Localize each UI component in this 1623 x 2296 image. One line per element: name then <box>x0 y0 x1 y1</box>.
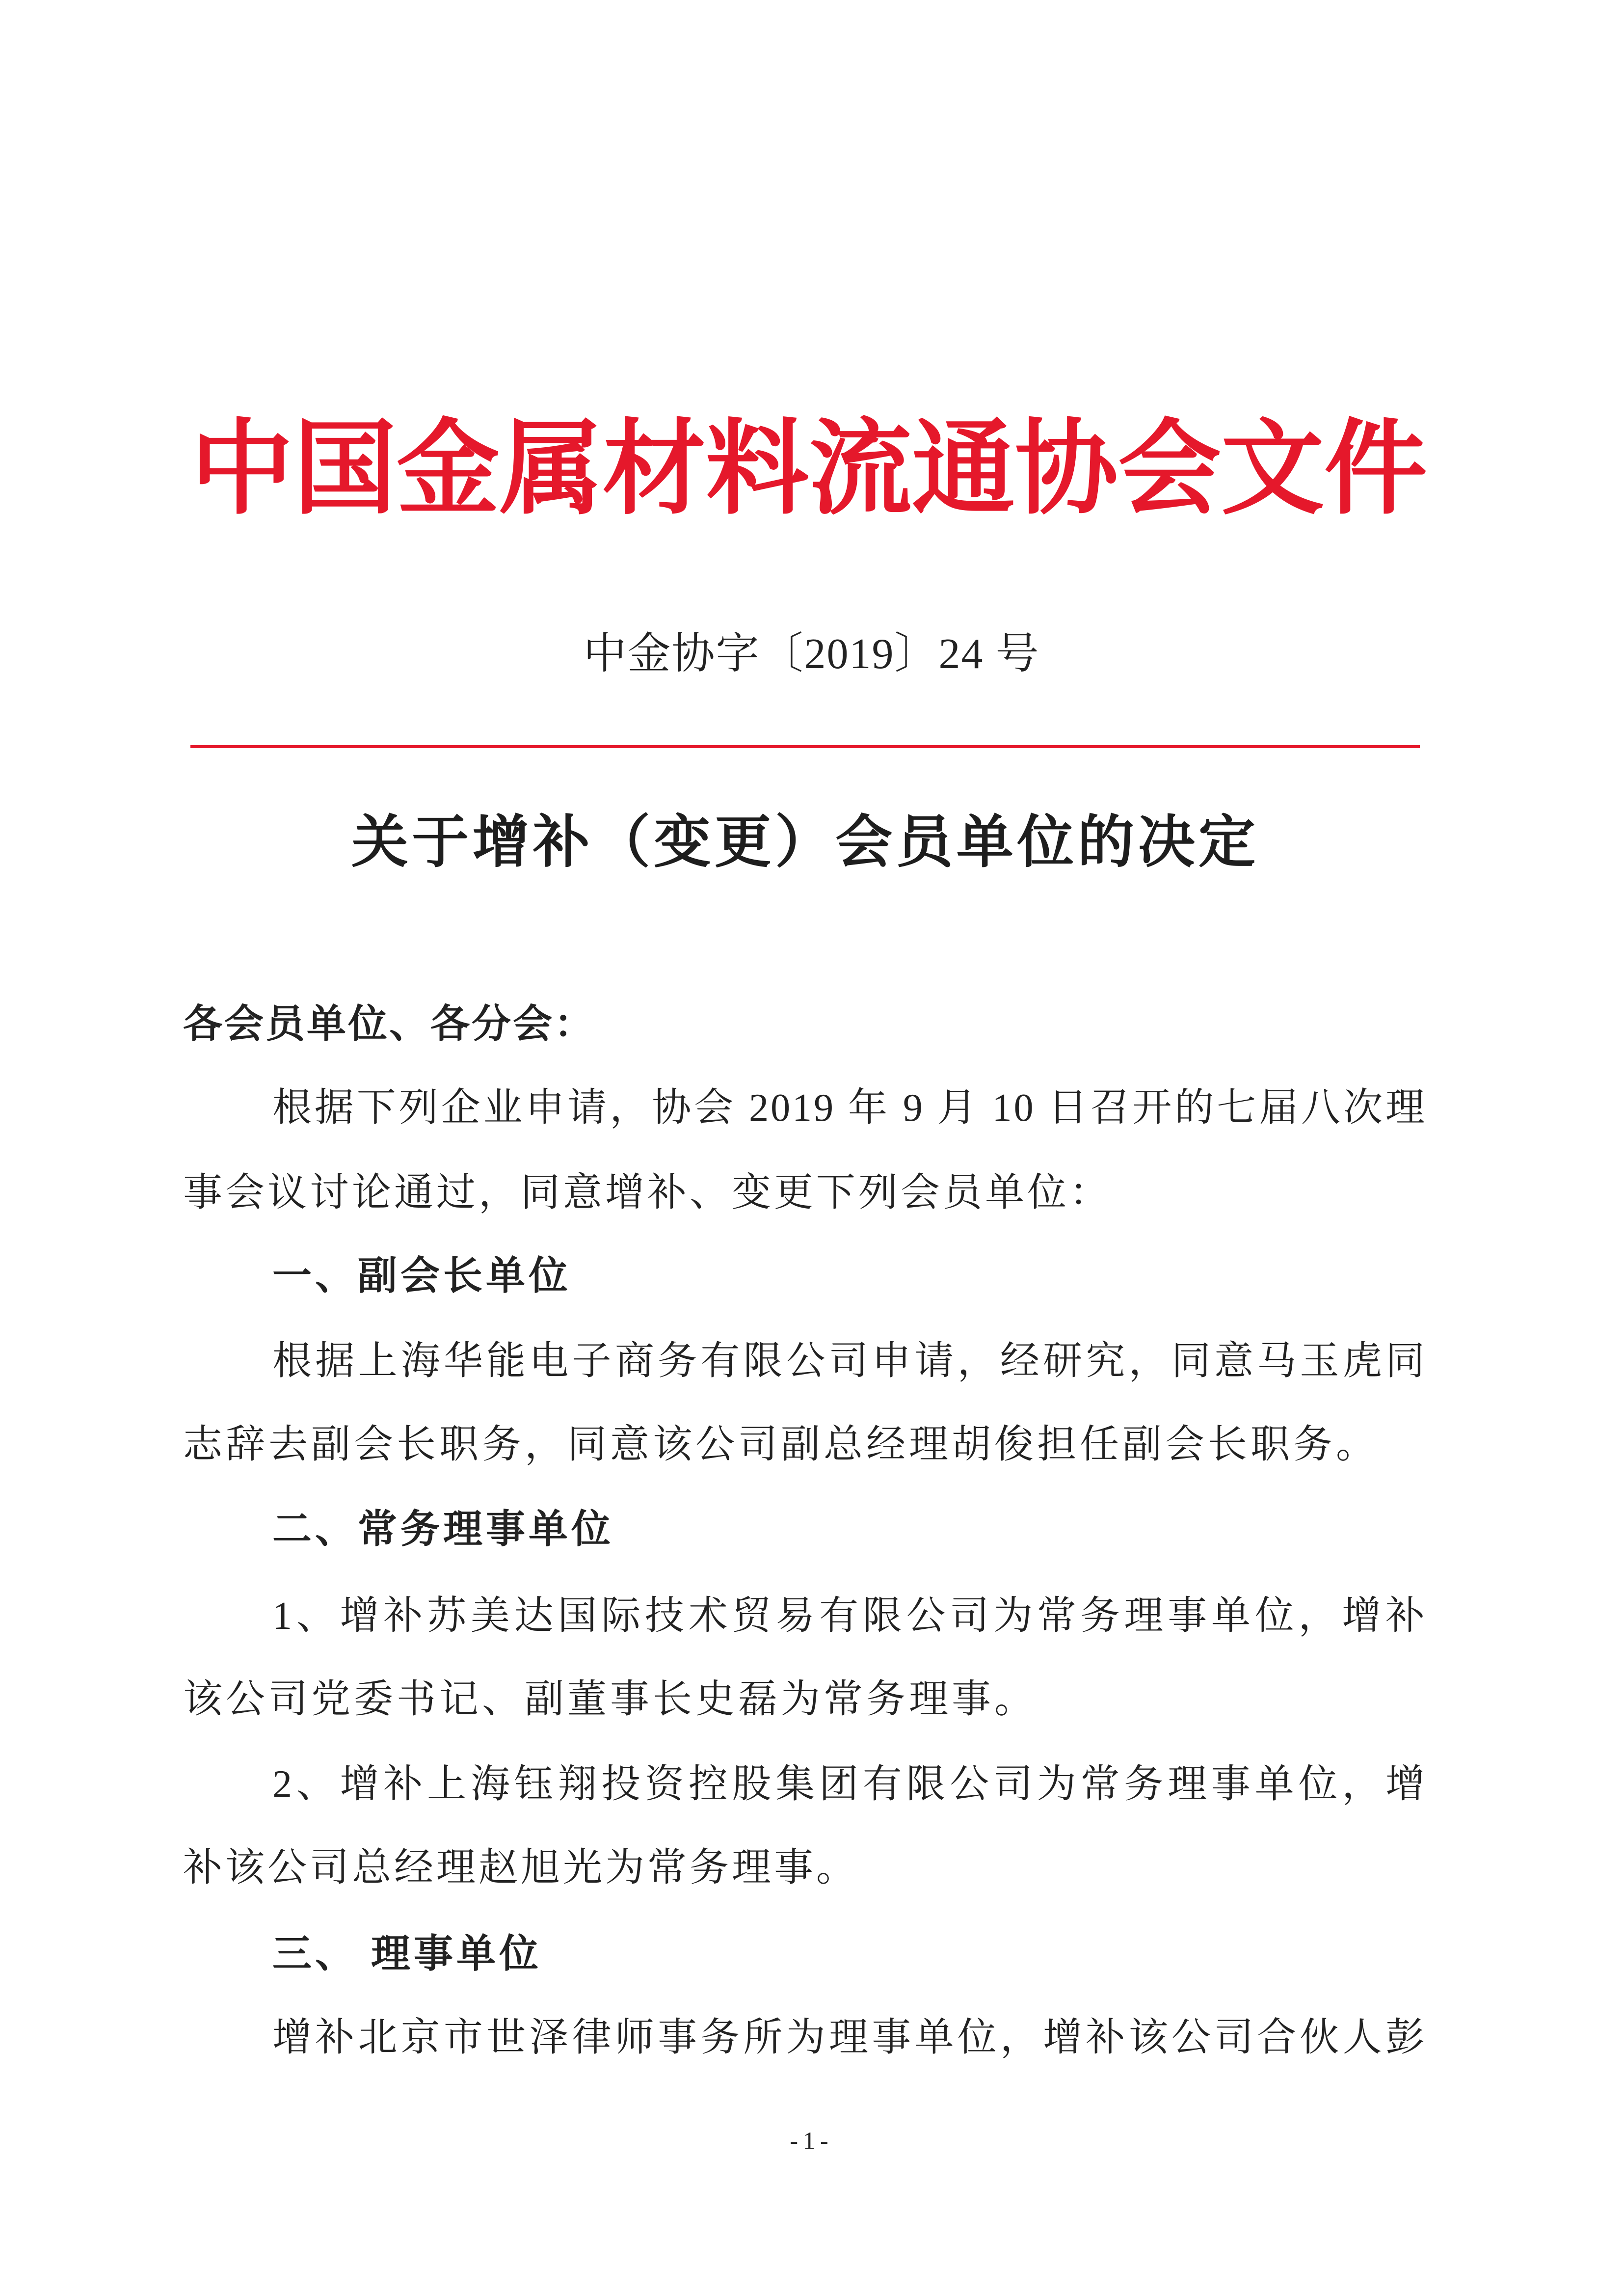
intro-line-1: 根据下列企业申请，协会 2019 年 9 月 10 日召开的七届八次理 <box>272 1086 1427 1130</box>
intro-line-2: 事会议讨论通过，同意增补、变更下列会员单位： <box>183 1171 1112 1215</box>
section-2-item-1-line-1: 1、增补苏美达国际技术贸易有限公司为常务理事单位，增补 <box>272 1594 1427 1638</box>
document-title: 关于增补（变更）会员单位的决定 <box>351 809 1255 875</box>
section-2-item-2-line-2: 补该公司总经理赵旭光为常务理事。 <box>183 1846 858 1890</box>
document-number: 中金协字〔2019〕24 号 <box>583 630 1040 678</box>
red-divider-line <box>190 745 1420 748</box>
section-3-heading: 三、 理事单位 <box>272 1933 542 1976</box>
page-number: -1- <box>790 2127 833 2154</box>
issuing-organization-header: 中国金属材料流通协会文件 <box>190 407 1428 529</box>
section-3-line-1: 增补北京市世泽律师事务所为理事单位，增补该公司合伙人彭 <box>272 2016 1427 2059</box>
section-2-item-2-line-1: 2、增补上海钰翔投资控股集团有限公司为常务理事单位，增 <box>272 1763 1427 1806</box>
section-1-heading: 一、副会长单位 <box>272 1255 571 1298</box>
salutation: 各会员单位、各分会： <box>183 1003 595 1046</box>
section-2-item-1-line-2: 该公司党委书记、副董事长史磊为常务理事。 <box>183 1678 1037 1721</box>
section-1-line-1: 根据上海华能电子商务有限公司申请，经研究，同意马玉虎同 <box>272 1340 1427 1383</box>
section-1-line-2: 志辞去副会长职务，同意该公司副总经理胡俊担任副会长职务。 <box>183 1423 1379 1466</box>
section-2-heading: 二、常务理事单位 <box>272 1508 614 1551</box>
